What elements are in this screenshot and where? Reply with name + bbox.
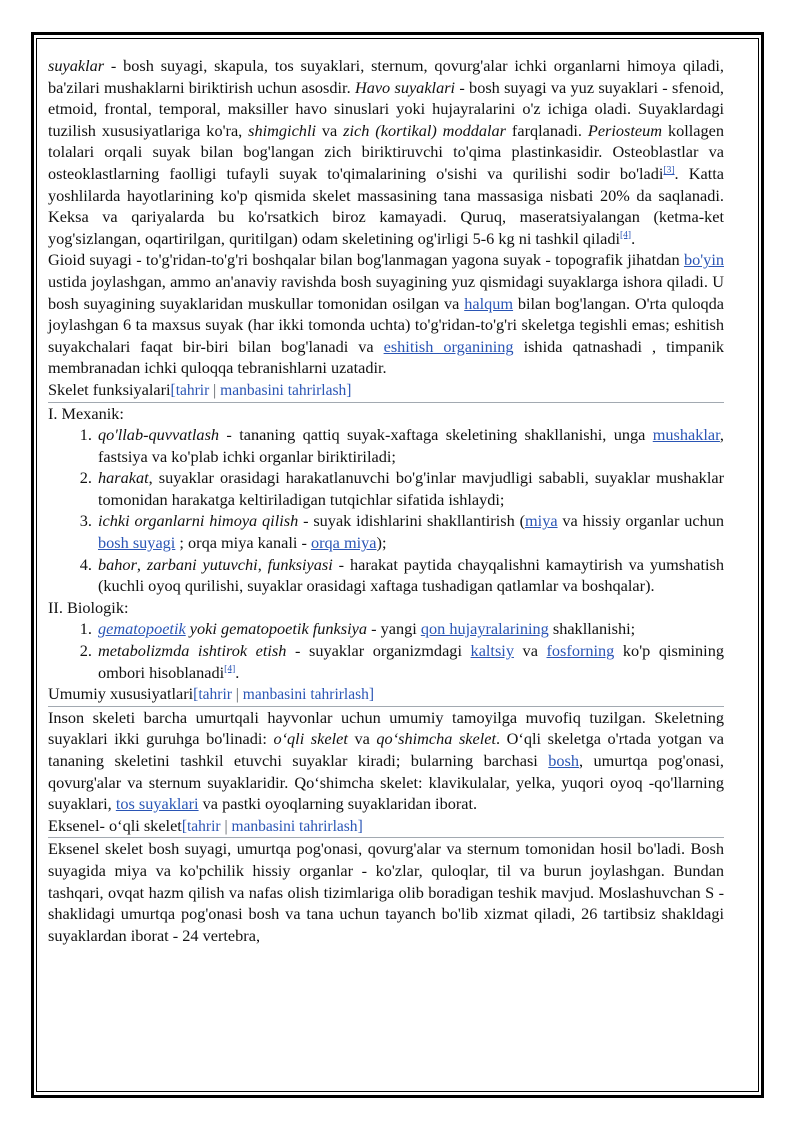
list-biologik xyxy=(48,618,724,683)
section-title: Skelet funksiyalari xyxy=(48,379,171,399)
edit-links: [tahrir | manbasini tahrirlash] xyxy=(170,381,352,399)
edit-source-link[interactable]: manbasini tahrirlash xyxy=(242,686,369,704)
term-zich-moddalar: zich (kortikal) moddalar xyxy=(343,120,507,140)
list-label-biologik: II. Biologik: xyxy=(48,597,129,617)
link-gematopoetik[interactable]: gematopoetik xyxy=(98,619,186,639)
section-heading-eksenel xyxy=(48,815,724,839)
paragraph-bone-types: suyaklar - bosh suyagi, skapula, tos suyaklari, sternum, qovurg'alar ichki organlarni himoya qiladi, ba'zilari mushaklarni biriktirish uchun asosdir. Havo suyaklari - bosh suyagi va yuz suyaklari - sfenoid, etmoid, frontal, temporal, maksiller havo sinuslari yoki hujayralarini o'z ichiga oladi. Suyaklardagi tuzilish xususiyatlariga ko'ra, shimgichli va zich (kortikal) moddalar farqlanadi. Periosteum kollagen tolalari orqali suyak bilan bog'langan zich biriktiruvchi to'qima plastinkasidir. Osteoblastlar va osteoklastlarning faolligi tufayli suyak to'qimalarining o'sishi va qurilishi sodir bo'ladi[3]. Katta yoshlilarda hayotlarining ko'p qismida skelet massasining tana massasiga nisbati 20% da saqlanadi. Keksa va qariyalarda bu ko'rsatkich biroz kamayadi. Quruq, maseratsiyalangan (ketma-ket yog'sizlangan, oqartirilgan, quritilgan) odam skeletining og'irligi 5-6 kg ni tashkil qiladi[4]. xyxy=(48,56,725,248)
term-suyaklar: suyaklar xyxy=(48,56,105,75)
list-item: 1. qo'llab-quvvatlash - tananing qattiq suyak-xaftaga skeletining shakllanishi, unga mushaklar, fastsiya va ko'plab ichki organlar biriktiriladi; xyxy=(96,424,724,467)
edit-link[interactable]: tahrir xyxy=(175,381,210,399)
list-item: 2. harakat, suyaklar orasidagi harakatlanuvchi bo'g'inlar mavjudligi sababli, suyaklar mushaklar tomonidan harakatga keltiriladigan tutqichlar sifatida ishlaydi; xyxy=(96,467,724,510)
link-qon-hujayralarining[interactable]: qon hujayralarining xyxy=(420,619,549,639)
term-havo-suyaklari: Havo suyaklari xyxy=(354,77,456,97)
link-halqum[interactable]: halqum xyxy=(464,293,514,313)
link-orqa-miya[interactable]: orqa miya xyxy=(310,533,377,553)
edit-link[interactable]: tahrir xyxy=(187,817,221,835)
document-body xyxy=(48,55,724,946)
paragraph-hyoid: Gioid suyagi - to'g'ridan-to'g'ri boshqalar bilan bog'lanmagan yagona suyak - topografik jihatdan bo'yin ustida joylashgan, ammo an'anaviy ravishda bosh suyagining yuz qismidagi suyaklarga ishora qiladi. U bosh suyagining suyaklaridan muskullar tomonidan osilgan va halqum bilan bog'langan. O'rta quloqda joylashgan 6 ta maxsus suyak (har ikki tomonda uchta) to'g'ridan-to'g'ri skeletga tegishli emas; eshitish suyakchalari faqat bir-biri bilan bog'lanadi va eshitish organining ishida qatnashadi , timpanik membranadan ichki quloqqa tebranishlarni uzatadir. xyxy=(48,250,724,378)
edit-links: [tahrir | manbasini tahrirlash] xyxy=(193,686,375,704)
paragraph-general: Inson skeleti barcha umurtqali hayvonlar uchun umumiy tamoyilga muvofiq tuzilgan. Skeletning suyaklari ikki guruhga bo'linadi: o‘qli skelet va qo‘shimcha skelet. O‘qli skeletga o'rtada yotgan va tananing skeletini tashkil etuvchi suyaklar kiradi; bularning barchasi bosh, umurtqa pog'onasi, qovurg'alar va sternum suyaklaridir. Qo‘shimcha skelet: klavikulalar, yelka, yuqori oyoq -qo'llarning suyaklari, tos suyaklari va pastki oyoqlarning suyaklaridan iborat. xyxy=(48,707,725,814)
edit-link[interactable]: tahrir xyxy=(198,686,232,704)
edit-links: [tahrir | manbasini tahrirlash] xyxy=(181,817,363,835)
list-mexanik xyxy=(48,424,724,597)
term-oqli-skelet: o‘qli skelet xyxy=(273,729,348,749)
link-miya[interactable]: miya xyxy=(525,511,558,531)
link-tos-suyaklari[interactable]: tos suyaklari xyxy=(115,794,199,814)
section-title: Eksenel- o‘qli skelet xyxy=(48,815,182,835)
reference-link[interactable]: [4] xyxy=(620,230,632,241)
list-item: 2. metabolizmda ishtirok etish - suyaklar organizmdagi kaltsiy va fosforning ko'p qismining ombori hisoblanadi[4]. xyxy=(96,640,724,683)
list-item: 1. gematopoetik yoki gematopoetik funksiya - yangi qon hujayralarining shakllanishi; xyxy=(96,618,724,640)
edit-source-link[interactable]: manbasini tahrirlash xyxy=(220,381,347,399)
paragraph-axial-skeleton: Eksenel skelet bosh suyagi, umurtqa pog'onasi, qovurg'alar va sternum tomonidan hosil bo'ladi. Bosh suyagida miya va ko'pchilik hissiy organlar - ko'zlar, quloqlar, til va burun joylashgan. Bundan tashqari, ovqat hazm qilish va nafas olish tizimlariga olib boradigan teshik mavjud. Moslashuvchan S - shaklidagi umurtqa pog'onasi bosh va tana uchun tayanch bo'lib xizmat qiladi, 26 tartibsiz shakldagi suyaklardan iborat - 24 vertebra, xyxy=(48,839,724,945)
link-eshitish-organining[interactable]: eshitish organining xyxy=(383,336,514,356)
link-mushaklar[interactable]: mushaklar xyxy=(652,425,720,445)
term-shimgichli: shimgichli xyxy=(248,120,316,140)
link-fosforning[interactable]: fosforning xyxy=(546,641,615,661)
list-item: 3. ichki organlarni himoya qilish - suyak idishlarini shakllantirish (miya va hissiy organlar uchun bosh suyagi ; orqa miya kanali - orqa miya); xyxy=(96,510,724,553)
edit-source-link[interactable]: manbasini tahrirlash xyxy=(231,817,358,835)
link-bosh[interactable]: bosh xyxy=(548,751,580,770)
reference-link[interactable]: [4] xyxy=(224,664,236,675)
section-heading-umumiy xyxy=(48,683,724,707)
section-title: Umumiy xususiyatlari xyxy=(48,684,194,704)
section-heading-funksiyalari xyxy=(48,379,724,403)
reference-link[interactable]: [3] xyxy=(663,165,675,176)
term-qoshimcha-skelet: qo‘shimcha skelet xyxy=(376,729,497,749)
link-bosh-suyagi[interactable]: bosh suyagi xyxy=(98,533,176,553)
list-item: 4. bahor, zarbani yutuvchi, funksiyasi - harakat paytida chayqalishni kamaytirish va yumshatish (kuchli oyoq qurilishi, suyaklar orasidagi xaftaga tushadigan qatlamlar va boshqalar). xyxy=(96,554,724,597)
link-boyin[interactable]: bo'yin xyxy=(683,250,724,270)
link-kaltsiy[interactable]: kaltsiy xyxy=(470,641,514,661)
list-label-mexanik: I. Mexanik: xyxy=(48,403,124,423)
term-periosteum: Periosteum xyxy=(587,120,663,140)
